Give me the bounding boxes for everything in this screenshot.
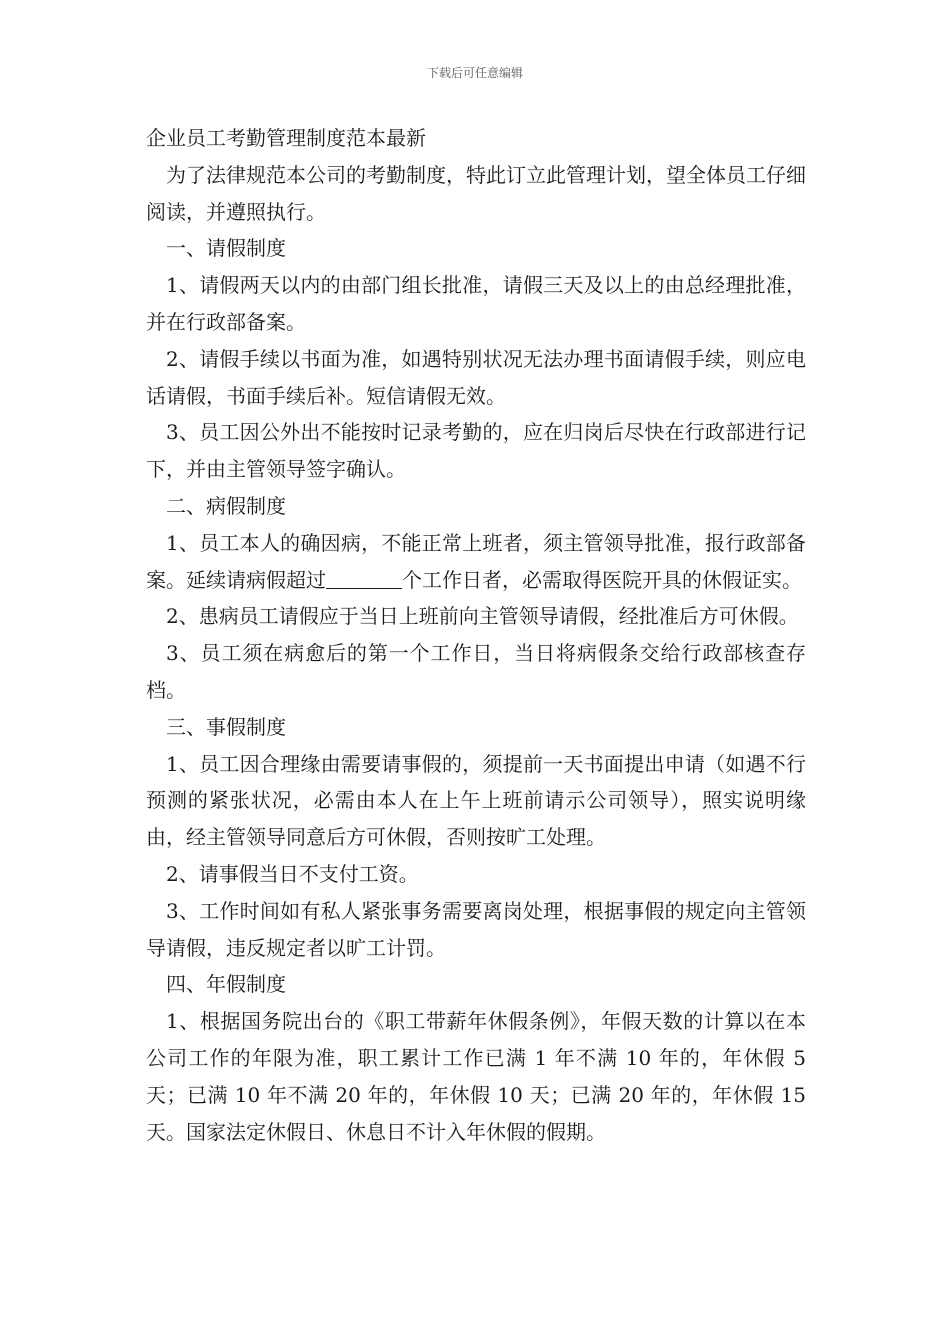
sick-leave-item-1-part-a: 1、员工本人的确因病，不能正常上班者，须主管领导批准，报行政部备案。延续请病假超过 — [146, 530, 806, 592]
section-heading-personal-leave: 三、事假制度 — [166, 714, 286, 739]
personal-leave-item-1: 1、员工因合理缘由需要请事假的，须提前一天书面提出申请（如遇不行预测的紧张状况，必需由本人在上午上班前请示公司领导），照实说明缘由，经主管领导同意后方可休假，否则按旷工处理。 — [146, 751, 806, 850]
annual-leave-item-1: 1、根据国务院出台的《职工带薪年休假条例》，年假天数的计算以在本公司工作的年限为准，职工累计工作已满 1 年不满 10 年的，年休假 5 天；已满 10 年不满 20 年的，年休假 10 天；已满 20 年的，年休假 15 天。国家法定休假日、休息日不计入年休假的假期。 — [146, 1009, 806, 1144]
intro-paragraph: 为了法律规范本公司的考勤制度，特此订立此管理计划，望全体员工仔细阅读，并遵照执行。 — [146, 162, 806, 224]
page-header-note: 下载后可任意编辑 — [426, 66, 523, 80]
personal-leave-item-2: 2、请事假当日不支付工资。 — [166, 861, 419, 886]
leave-item-1: 1、请假两天以内的由部门组长批准，请假三天及以上的由总经理批准，并在行政部备案。 — [146, 273, 806, 334]
section-heading-annual-leave: 四、年假制度 — [166, 972, 286, 997]
leave-item-3: 3、员工因公外出不能按时记录考勤的，应在归岗后尽快在行政部进行记下，并由主管领导签字确认。 — [146, 420, 806, 482]
section-heading-leave: 一、请假制度 — [166, 236, 286, 261]
fill-in-blank[interactable] — [326, 568, 402, 589]
document-title: 企业员工考勤管理制度范本最新 — [146, 126, 426, 150]
section-heading-sick-leave: 二、病假制度 — [166, 493, 286, 518]
sick-leave-item-2: 2、患病员工请假应于当日上班前向主管领导请假，经批准后方可休假。 — [166, 604, 799, 629]
leave-item-2: 2、请假手续以书面为准，如遇特别状况无法办理书面请假手续，则应电话请假，书面手续后补。短信请假无效。 — [146, 346, 806, 408]
sick-leave-item-1-part-b: 个工作日者，必需取得医院开具的休假证实。 — [402, 567, 802, 592]
document-body — [146, 120, 806, 1150]
sick-leave-item-1 — [146, 525, 806, 599]
personal-leave-item-3: 3、工作时间如有私人紧张事务需要离岗处理，根据事假的规定向主管领导请假，违反规定者以旷工计罚。 — [146, 898, 806, 960]
sick-leave-item-3: 3、员工须在病愈后的第一个工作日，当日将病假条交给行政部核查存档。 — [146, 641, 806, 702]
